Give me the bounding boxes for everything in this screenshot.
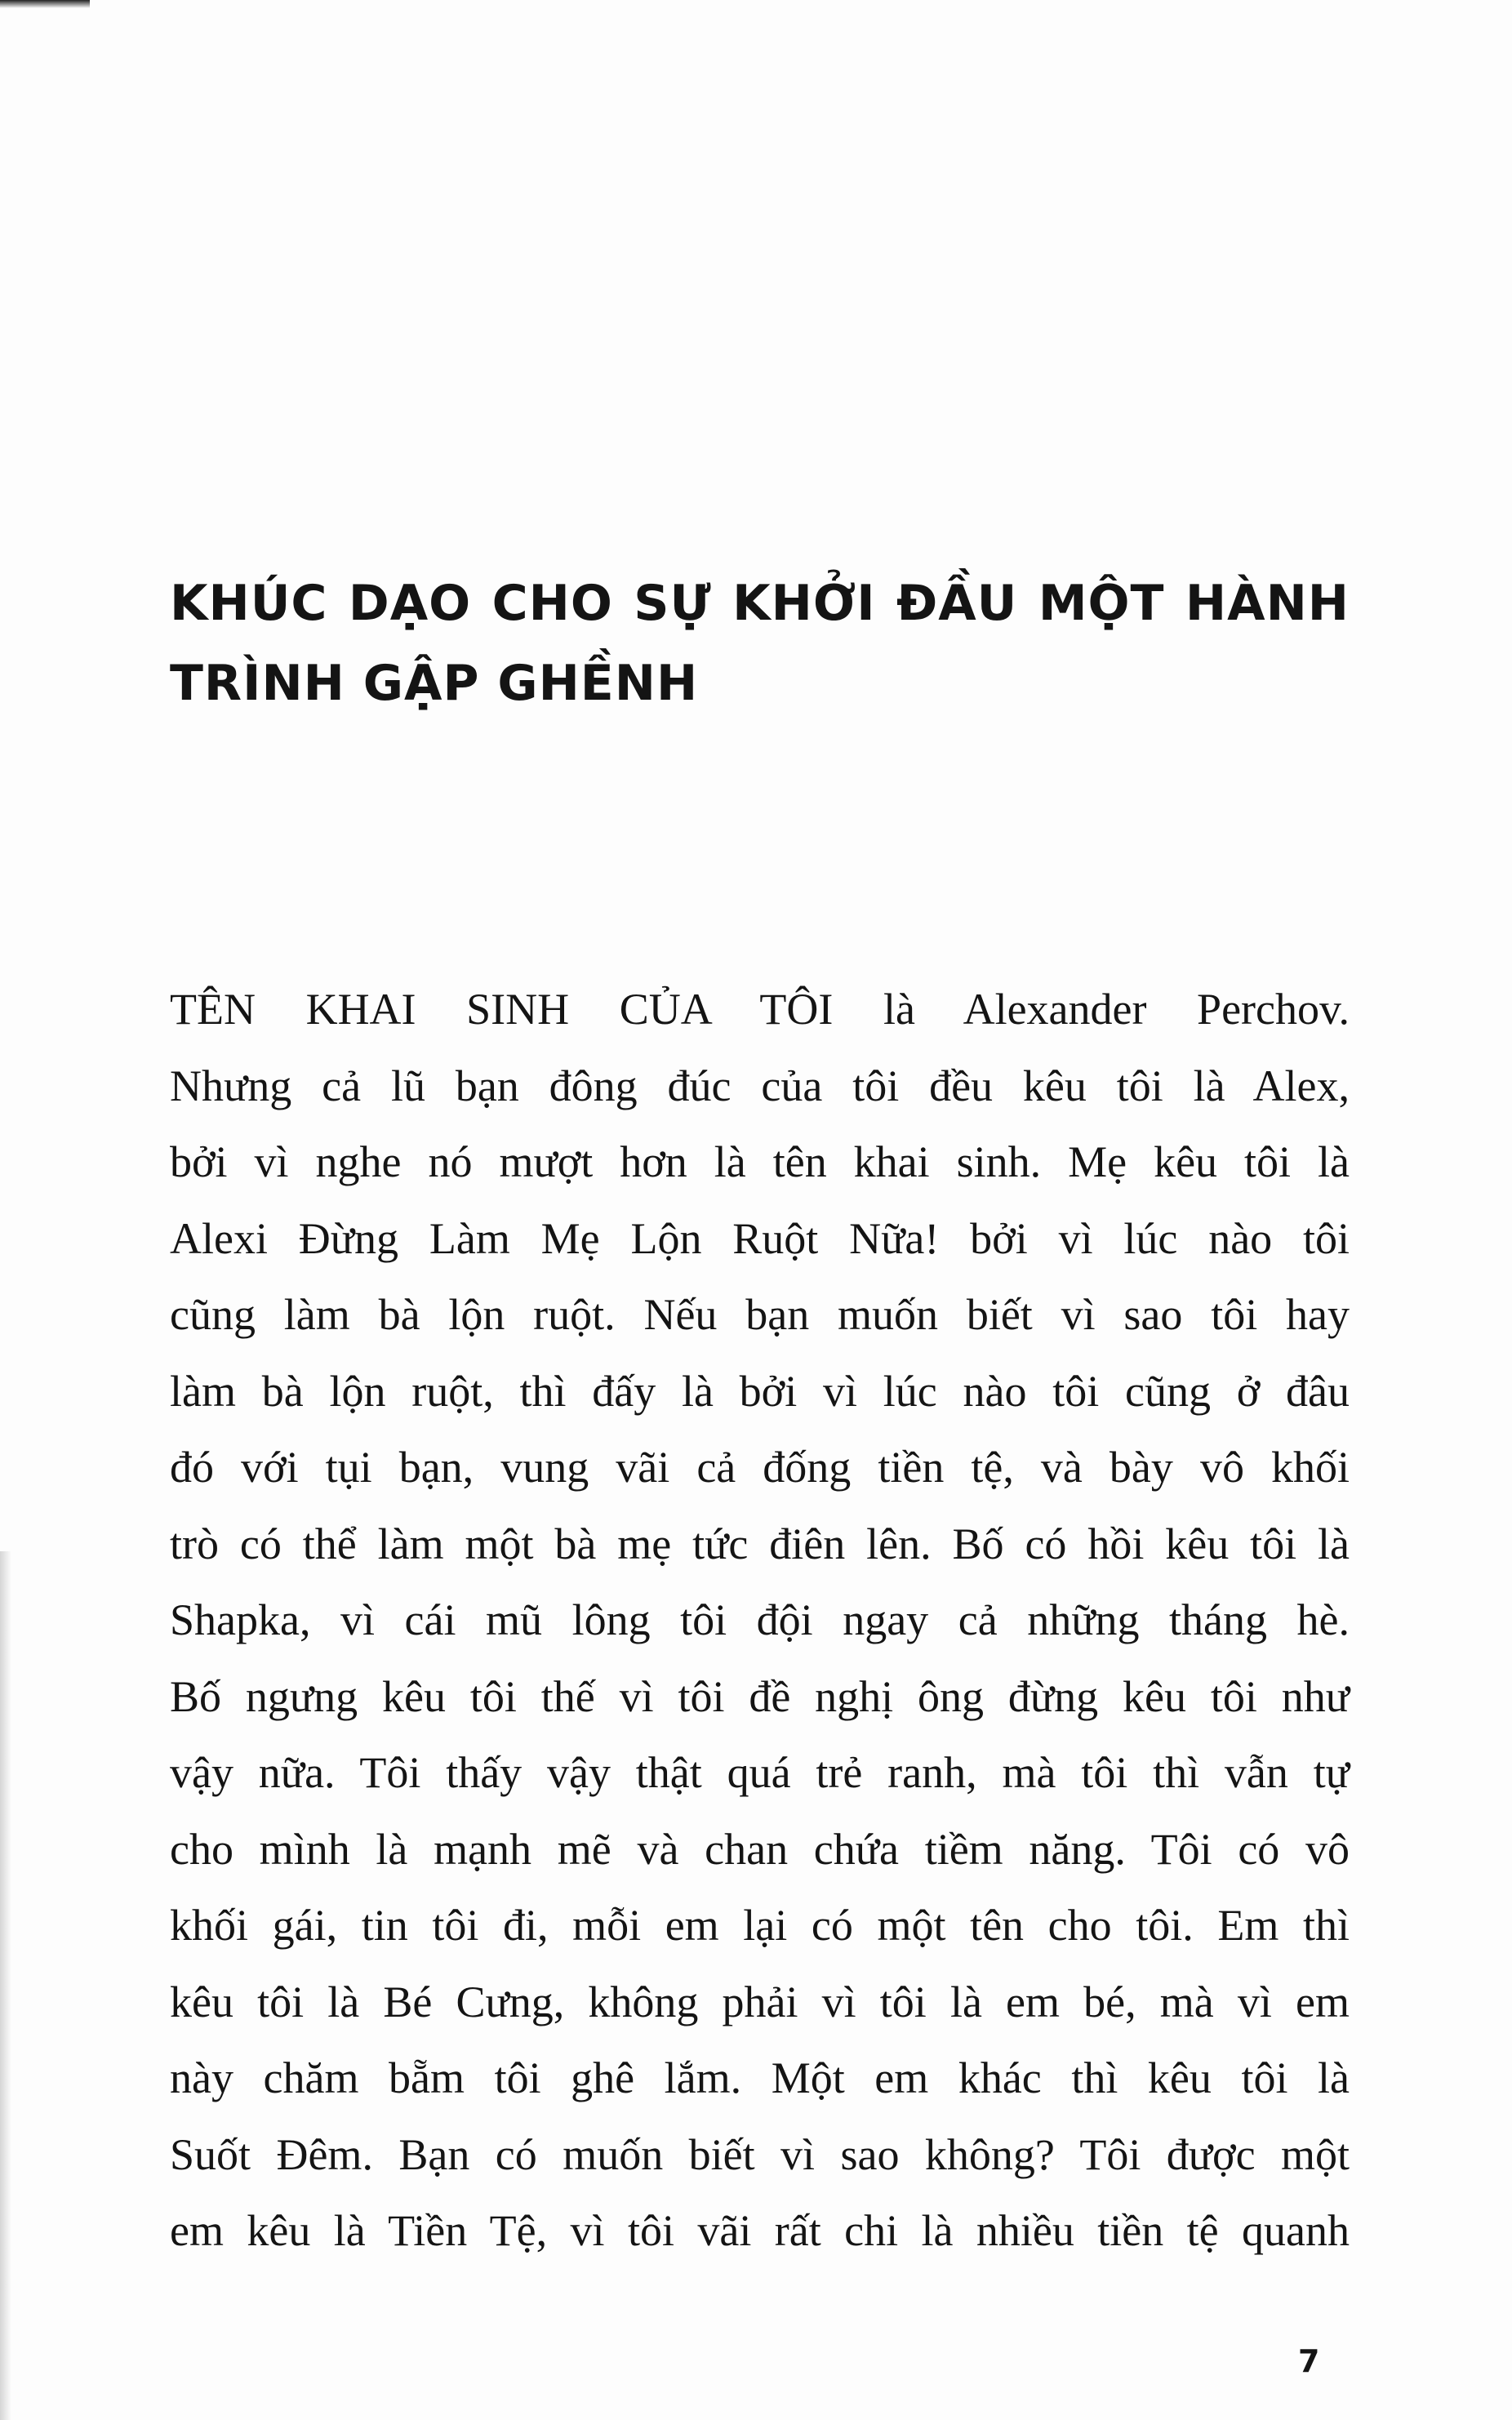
text-line: Bố ngưng kêu tôi thế vì tôi đề nghị ông đừng kêu tôi như: [170, 1671, 1350, 1721]
text-line: này chăm bẵm tôi ghê lắm. Một em khác thì kêu tôi là: [170, 2053, 1350, 2102]
text-line: Alexi Đừng Làm Mẹ Lộn Ruột Nữa! bởi vì lúc nào tôi: [170, 1213, 1350, 1263]
text-line: cũng làm bà lộn ruột. Nếu bạn muốn biết vì sao tôi hay: [170, 1290, 1350, 1339]
text-line: trò có thể làm một bà mẹ tức điên lên. Bố có hồi kêu tôi là: [170, 1519, 1350, 1568]
text-line: Shapka, vì cái mũ lông tôi đội ngay cả những tháng hè.: [170, 1595, 1350, 1644]
text-line: Nhưng cả lũ bạn đông đúc của tôi đều kêu tôi là Alex,: [170, 1061, 1350, 1110]
page-number: 7: [1298, 2343, 1320, 2379]
text-line: em kêu là Tiền Tệ, vì tôi vãi rất chi là nhiều tiền tệ quanh: [170, 2206, 1350, 2255]
text-line: TÊN KHAI SINH CỦA TÔI là Alexander Perchov.: [170, 985, 1350, 1034]
chapter-title: [170, 563, 1350, 723]
chapter-title-line: KHÚC DẠO CHO SỰ KHỞI ĐẦU MỘT HÀNH: [170, 575, 1350, 632]
text-line: bởi vì nghe nó mượt hơn là tên khai sinh. Mẹ kêu tôi là: [170, 1137, 1350, 1186]
text-line: Suốt Đêm. Bạn có muốn biết vì sao không? Tôi được một: [170, 2129, 1350, 2179]
scan-edge-top: [0, 0, 90, 8]
text-line: đó với tụi bạn, vung vãi cả đống tiền tệ, và bày vô khối: [170, 1443, 1350, 1492]
chapter-title-line: TRÌNH GẬP GHỀNH: [170, 655, 699, 712]
text-line: làm bà lộn ruột, thì đấy là bởi vì lúc nào tôi cũng ở đâu: [170, 1366, 1350, 1416]
text-line: kêu tôi là Bé Cưng, không phải vì tôi là em bé, mà vì em: [170, 1977, 1350, 2026]
text-line: cho mình là mạnh mẽ và chan chứa tiềm năng. Tôi có vô: [170, 1824, 1350, 1874]
body-text: [170, 972, 1350, 2270]
text-line: khối gái, tin tôi đi, mỗi em lại có một tên cho tôi. Em thì: [170, 1901, 1350, 1950]
scan-edge-left: [0, 1551, 11, 2420]
text-line: vậy nữa. Tôi thấy vậy thật quá trẻ ranh, mà tôi thì vẫn tự: [170, 1748, 1350, 1797]
